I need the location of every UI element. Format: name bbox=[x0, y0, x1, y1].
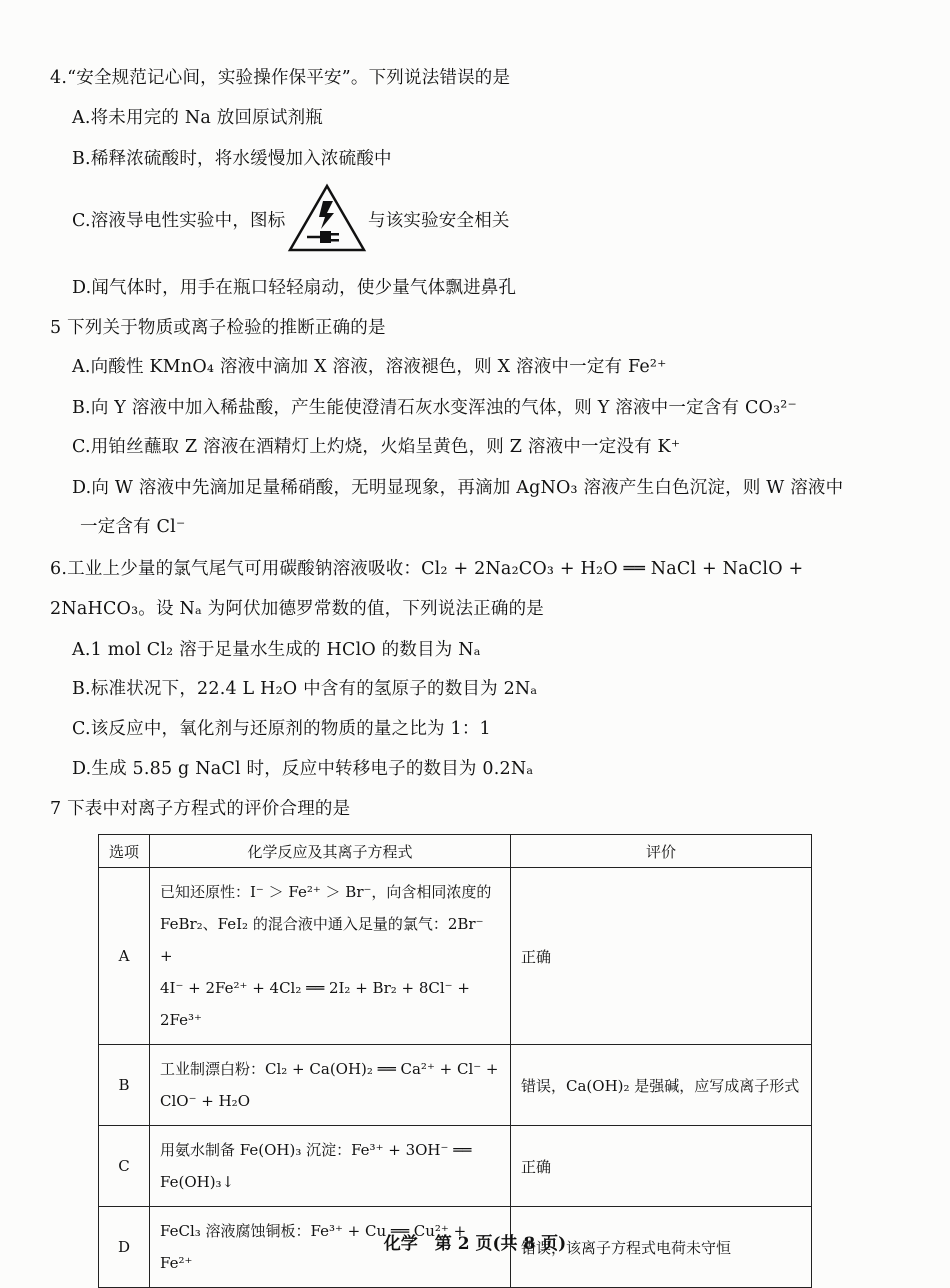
equation-line: FeCl₃ 溶液腐蚀铜板：Fe³⁺ + Cu ══ Cu²⁺ + Fe²⁺ bbox=[160, 1222, 467, 1272]
header-equation: 化学反应及其离子方程式 bbox=[150, 835, 511, 868]
q5-option-d-line1: D.向 W 溶液中先滴加足量稀硝酸，无明显现象，再滴加 AgNO₃ 溶液产生白色沉淀，则 W 溶液中 bbox=[72, 478, 844, 498]
row-equation bbox=[150, 1126, 511, 1207]
electric-hazard-icon bbox=[287, 183, 367, 253]
equation-line: 4I⁻ + 2Fe²⁺ + 4Cl₂ ══ 2I₂ + Br₂ + 8Cl⁻ + 2Fe³⁺ bbox=[160, 979, 470, 1029]
q4-option-d: D.闻气体时，用手在瓶口轻轻扇动，使少量气体飘进鼻孔 bbox=[72, 278, 517, 298]
row-evaluation: 错误，Ca(OH)₂ 是强碱，应写成离子形式 bbox=[511, 1045, 812, 1126]
q4-option-c-before: C.溶液导电性实验中，图标 bbox=[72, 211, 286, 231]
q6-option-c: C.该反应中，氧化剂与还原剂的物质的量之比为 1：1 bbox=[72, 719, 491, 739]
q4-option-a: A.将未用完的 Na 放回原试剂瓶 bbox=[72, 108, 323, 128]
q5-option-a: A.向酸性 KMnO₄ 溶液中滴加 X 溶液，溶液褪色，则 X 溶液中一定有 Fe²⁺ bbox=[72, 357, 667, 377]
equation-line: ClO⁻ + H₂O bbox=[160, 1092, 250, 1110]
row-option: B bbox=[99, 1045, 150, 1126]
equation-line: 用氨水制备 Fe(OH)₃ 沉淀：Fe³⁺ + 3OH⁻ ══ bbox=[160, 1141, 472, 1159]
q6-option-b: B.标准状况下，22.4 L H₂O 中含有的氢原子的数目为 2Nₐ bbox=[72, 679, 538, 699]
q7-stem: 7 下表中对离子方程式的评价合理的是 bbox=[50, 799, 351, 819]
row-option: A bbox=[99, 868, 150, 1045]
equation-line: 工业制漂白粉：Cl₂ + Ca(OH)₂ ══ Ca²⁺ + Cl⁻ + bbox=[160, 1060, 499, 1078]
row-option: C bbox=[99, 1126, 150, 1207]
row-evaluation: 正确 bbox=[511, 868, 812, 1045]
q6-stem-line1: 6.工业上少量的氯气尾气可用碳酸钠溶液吸收：Cl₂ + 2Na₂CO₃ + H₂O ══ NaCl + NaClO + bbox=[50, 559, 804, 579]
q7-evaluation-table bbox=[98, 834, 812, 1288]
q5-option-b: B.向 Y 溶液中加入稀盐酸，产生能使澄清石灰水变浑浊的气体，则 Y 溶液中一定含有 CO₃²⁻ bbox=[72, 398, 797, 418]
equation-line: 已知还原性：I⁻ ＞ Fe²⁺ ＞ Br⁻，向含相同浓度的 bbox=[160, 883, 492, 901]
q5-stem: 5 下列关于物质或离子检验的推断正确的是 bbox=[50, 318, 386, 338]
row-evaluation: 错误，该离子方程式电荷未守恒 bbox=[511, 1207, 812, 1288]
row-option: D bbox=[99, 1207, 150, 1288]
q6-stem-line2: 2NaHCO₃。设 Nₐ 为阿伏加德罗常数的值，下列说法正确的是 bbox=[50, 599, 544, 619]
table-header-row bbox=[99, 835, 812, 868]
equation-line: FeBr₂、FeI₂ 的混合液中通入足量的氯气：2Br⁻ + bbox=[160, 915, 484, 965]
header-option: 选项 bbox=[99, 835, 150, 868]
table-row bbox=[99, 1126, 812, 1207]
q4-stem: 4.“安全规范记心间，实验操作保平安”。下列说法错误的是 bbox=[50, 68, 511, 88]
row-equation bbox=[150, 1045, 511, 1126]
q4-option-b: B.稀释浓硫酸时，将水缓慢加入浓硫酸中 bbox=[72, 149, 392, 169]
q4-option-c-after: 与该实验安全相关 bbox=[368, 211, 510, 231]
table-row bbox=[99, 1045, 812, 1126]
row-evaluation: 正确 bbox=[511, 1126, 812, 1207]
row-equation bbox=[150, 868, 511, 1045]
q5-option-d-line2: 一定含有 Cl⁻ bbox=[80, 517, 186, 537]
header-evaluation: 评价 bbox=[511, 835, 812, 868]
equation-line: Fe(OH)₃↓ bbox=[160, 1173, 235, 1191]
q6-option-a: A.1 mol Cl₂ 溶于足量水生成的 HClO 的数目为 Nₐ bbox=[72, 640, 481, 660]
table-row bbox=[99, 868, 812, 1045]
q5-option-c: C.用铂丝蘸取 Z 溶液在酒精灯上灼烧，火焰呈黄色，则 Z 溶液中一定没有 K⁺ bbox=[72, 437, 681, 457]
page-footer: 化学 第 2 页(共 8 页) bbox=[383, 1234, 567, 1254]
q6-option-d: D.生成 5.85 g NaCl 时，反应中转移电子的数目为 0.2Nₐ bbox=[72, 759, 534, 779]
